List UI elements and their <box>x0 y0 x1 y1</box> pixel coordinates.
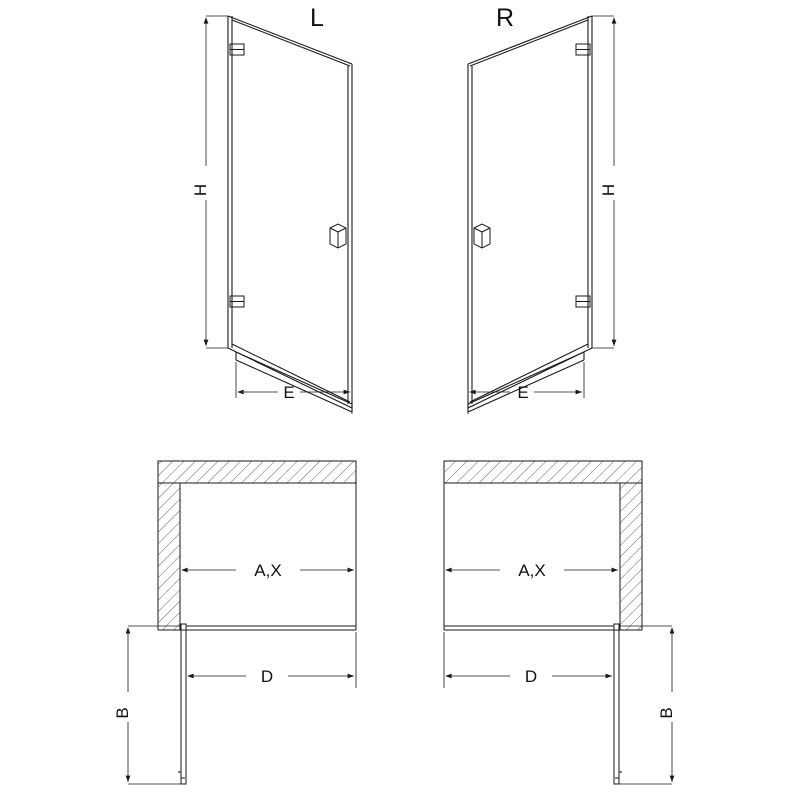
label-width-right: E <box>517 383 529 402</box>
label-opening-left: A,X <box>254 561 282 580</box>
label-door-right: D <box>524 667 538 686</box>
variant-label-right: R <box>495 4 515 32</box>
label-opening-right: A,X <box>518 561 546 580</box>
label-height-right: H <box>599 183 618 197</box>
label-door-left: D <box>260 667 274 686</box>
label-height-left: H <box>191 183 210 197</box>
variant-label-left: L <box>310 4 324 32</box>
label-width-left: E <box>283 383 295 402</box>
label-swing-left: B <box>113 707 132 719</box>
label-swing-right: B <box>657 707 676 719</box>
